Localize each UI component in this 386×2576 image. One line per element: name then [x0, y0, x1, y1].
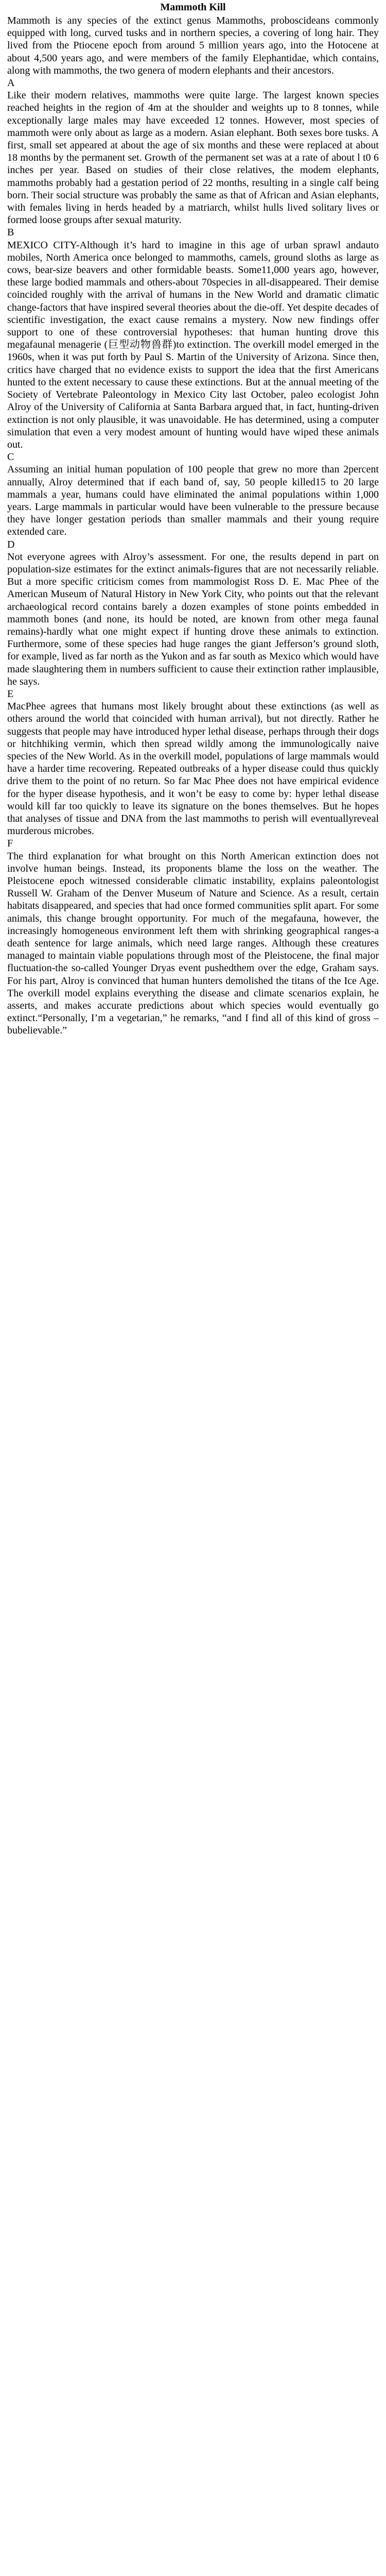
document-title: Mammoth Kill	[160, 2, 226, 13]
section-paragraph-d: Not everyone agrees with Alroy’s assessment. For one, the results depend in part on population-size estimates for the extinct animals-figures that are not necessarily reliable. But a more specific criticism comes from mammologist Ross D. E. Mac Phee of the American Museum of Natural History in New York City, who points out that the relevant archaeological record contains barely a dozen examples of stone points embedded in mammoth bones (and none, its hould be noted, are known from other mega faunal remains)-hardly what one might expect if hunting drove these animals to extinction. Furthermore, some of these species had huge ranges the giant Jefferson’s ground sloth, for example, lived as far north as the Yukon and as far south as Mexico which would have made slaughtering them in numbers sufficient to cause their extinction rather implausible, he says.	[7, 551, 379, 687]
section-label-f: F	[7, 838, 13, 850]
section-paragraph-a: Like their modern relatives, mammoths were quite large. The largest known species reached heights in the region of 4m at the shoulder and weights up to 8 tonnes, while exceptionally large males may have exceeded 12 tonnes. However, most species of mammoth were only about as large as a modern. Asian elephant. Both sexes bore tusks. A first, small set appeared at about the age of six months and these were replaced at about 18 months by the permanent set. Growth of the permanent set was at a rate of about l t0 6 inches per year. Based on studies of their close relatives, the modem elephants, mammoths probably had a gestation period of 22 months, resulting in a single calf being born. Their social structure was probably the same as that of African and Asian elephants, with females living in herds headed by a matriarch, whilst hulls lived solitary lives or formed loose groups after sexual maturity.	[7, 90, 379, 226]
section-label-c: C	[7, 451, 14, 463]
section-paragraph-e: MacPhee agrees that humans most likely brought about these extinctions (as well as others around the world that coincided with human arrival), but not directly. Rather he suggests that people may have introduced hyper lethal disease, perhaps through their dogs or hitchhiking vermin, which then spread wildly among the immunologically naive species of the New World. As in the overkill model, populations of large mammals would have a harder time recovering. Repeated outbreaks of a hyper disease could thus quickly drive them to the point of no return. So far Mac Phee does not have empirical evidence for the hyper disease hypothesis, and it won’t be easy to come by: hyper lethal disease would kill far too quickly to leave its signature on the bones themselves. But he hopes that analyses of tissue and DNA from the last mammoths to perish will eventuallyreveal murderous microbes.	[7, 701, 379, 837]
section-paragraph-c: Assuming an initial human population of 100 people that grew no more than 2percent annually, Alroy determined that if each band of, say, 50 people killed15 to 20 large mammals a year, humans could have eliminated the animal populations within 1,000 years. Large mammals in particular would have been vulnerable to the pressure because they have longer gestation periods than smaller mammals and their young require extended care.	[7, 464, 379, 538]
document-page	[0, 0, 386, 1037]
section-label-b: B	[7, 227, 14, 239]
section-label-e: E	[7, 688, 14, 700]
section-paragraph-f: The third explanation for what brought on this North American extinction does not involve human beings. Instead, its proponents blame the loss on the weather. The Pleistocene epoch witnessed considerable climatic instability, explains paleontologist Russell W. Graham of the Denver Museum of Nature and Science. As a result, certain habitats disappeared, and species that had once formed communities split apart. For some animals, this change brought opportunity. For much of the megafauna, however, the increasingly homogeneous environment left them with shrinking geographical ranges-a death sentence for large animals, which need large ranges. Although these creatures managed to maintain viable populations through most of the Pleistocene, the final major fluctuation-the so-called Younger Dryas event pushedthem over the edge, Graham says. For his part, Alroy is convinced that human hunters demolished the titans of the Ice Age. The overkill model explains everything the disease and climate scenarios explain, he asserts, and makes accurate predictions about which species would eventually go extinct.“Personally, I’m a vegetarian,” he remarks, “and I find all of this kind of gross – bubelievable.”	[7, 850, 379, 1037]
section-label-d: D	[7, 538, 15, 550]
section-paragraph-b: MEXICO CITY-Although it’s hard to imagine in this age of urban sprawl andauto mobiles, North America once belonged to mammoths, camels, ground sloths as large as cows, bear-size beavers and other formidable beasts. Some11,000 years ago, however, these large bodied mammals and others-about 70species in all-disappeared. Their demise coincided roughly with the arrival of humans in the New World and dramatic climatic change-factors that have inspired several theories about the die-off. Yet despite decades of scientific investigation, the exact cause remains a mystery. Now new findings offer support to one of these controversial hypotheses: that human hunting drove this megafaunal menagerie (巨型动物兽群)to extinction. The overkill model emerged in the 1960s, when it was put forth by Paul S. Martin of the University of Arizona. Since then, critics have charged that no evidence exists to support the idea that the first Americans hunted to the extent necessary to cause these extinctions. But at the annual meeting of the Society of Vertebrate Paleontology in Mexico City last October, paleo ecologist John Alroy of the University of California at Santa Barbara argued that, in fact, hunting-driven extinction is not only plausible, it was unavoidable. He has determined, using a computer simulation that even a very modest amount of hunting would have wiped these animals out.	[7, 239, 379, 450]
section-label-a: A	[7, 77, 15, 89]
intro-paragraph: Mammoth is any species of the extinct genus Mammoths, proboscideans commonly equipped with long, curved tusks and in northern species, a covering of long hair. They lived from the Ptiocene epoch from around 5 million years ago, into the Hotocene at about 4,500 years ago, and were members of the family Elephantidae, which contains, along with mammoths, the two genera of modern elephants and their ancestors.	[7, 15, 379, 76]
